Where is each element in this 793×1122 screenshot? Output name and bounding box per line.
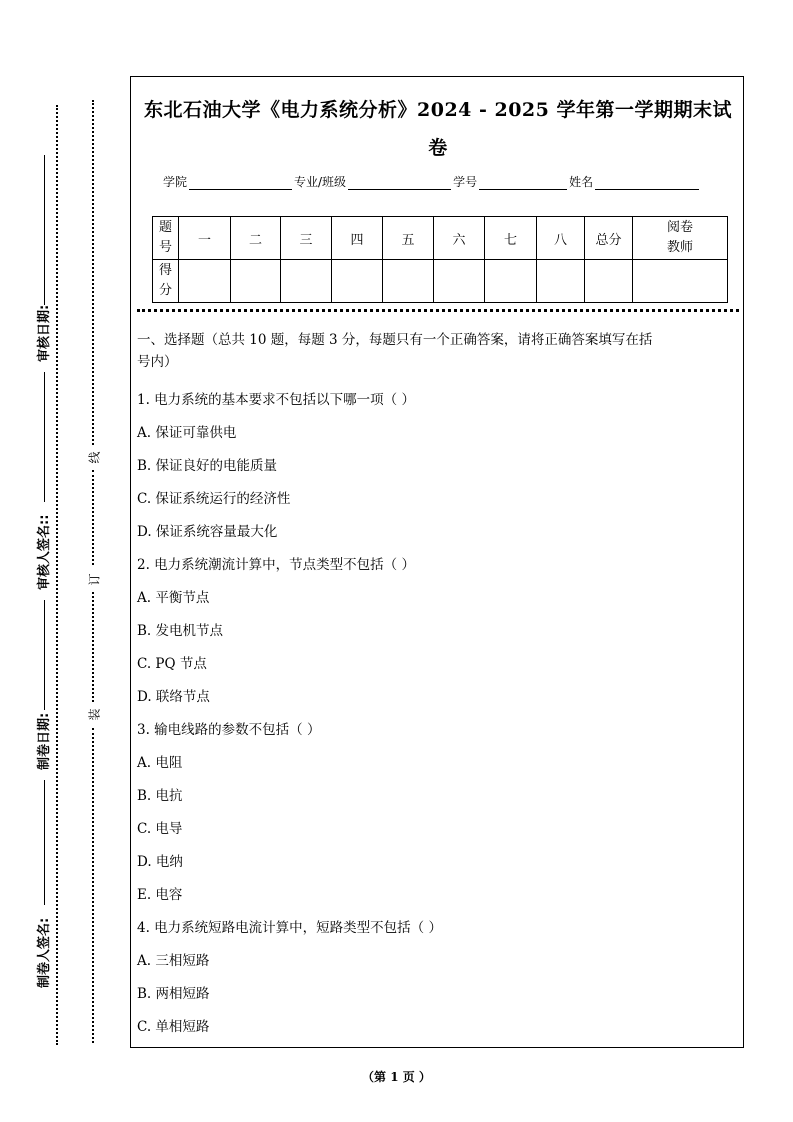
dotted-separator: [137, 309, 739, 312]
binding-dotted-line-inner-4: [92, 728, 94, 1043]
student-id-label: 学号: [453, 175, 478, 189]
option[interactable]: C. 保证系统运行的经济性: [137, 491, 291, 507]
score-cell-4[interactable]: [332, 260, 383, 303]
col-total: 总分: [585, 217, 633, 260]
bind-char-zhuang: 装: [87, 708, 102, 721]
question-stem: 4. 电力系统短路电流计算中，短路类型不包括（ ）: [137, 920, 442, 936]
reviewer-line1: 阅卷: [666, 220, 693, 235]
score-cell-1[interactable]: [179, 260, 231, 303]
option[interactable]: B. 两相短路: [137, 986, 210, 1002]
reviewer-sign-label: 审核人签名::: [37, 514, 52, 590]
score-cell-7[interactable]: [485, 260, 537, 303]
col-1: 一: [179, 217, 231, 260]
binding-dotted-line-outer: [56, 105, 58, 1045]
col-7: 七: [485, 217, 537, 260]
reviewer-line2: 教师: [666, 240, 693, 255]
option[interactable]: D. 联络节点: [137, 689, 210, 705]
maker-sign-label: 制卷人签名:: [37, 917, 52, 988]
col-5: 五: [383, 217, 434, 260]
section1-heading-line1: 一、选择题（总共 10 题，每题 3 分，每题只有一个正确答案，请将正确答案填写在括: [137, 332, 653, 348]
option[interactable]: A. 三相短路: [137, 953, 210, 969]
col-reviewer: [633, 217, 728, 260]
head-char: 题: [158, 220, 172, 235]
score-cell-reviewer[interactable]: [633, 260, 728, 303]
major-class-field[interactable]: [348, 177, 451, 190]
question-stem: 3. 输电线路的参数不包括（ ）: [137, 722, 321, 738]
col-4: 四: [332, 217, 383, 260]
name-field[interactable]: [595, 177, 699, 190]
score-cell-2[interactable]: [231, 260, 281, 303]
exam-title-line1: 东北石油大学《电力系统分析》2024 - 2025 学年第一学期期末试: [144, 99, 732, 121]
option[interactable]: A. 保证可靠供电: [137, 425, 237, 441]
option[interactable]: E. 电容: [137, 887, 183, 903]
binding-dotted-line-inner-3: [92, 592, 94, 702]
option[interactable]: D. 电纳: [137, 854, 183, 870]
score-cell-total[interactable]: [585, 260, 633, 303]
section1-heading-line2: 号内）: [137, 354, 178, 370]
option[interactable]: A. 平衡节点: [137, 590, 210, 606]
score-table-score-row: [153, 260, 728, 303]
reviewer-date-label: 审核日期:: [37, 304, 52, 362]
option[interactable]: B. 电抗: [137, 788, 183, 804]
score-cell-8[interactable]: [537, 260, 585, 303]
reviewer-date-line: [44, 155, 45, 305]
college-label: 学院: [163, 175, 188, 189]
option[interactable]: A. 电阻: [137, 755, 183, 771]
score-cell-5[interactable]: [383, 260, 434, 303]
bind-char-ding: 订: [87, 573, 102, 586]
page-number: （第 1 页 ）: [362, 1070, 431, 1084]
option[interactable]: C. PQ 节点: [137, 656, 207, 672]
question-stem: 2. 电力系统潮流计算中，节点类型不包括（ ）: [137, 557, 415, 573]
score-cell-3[interactable]: [281, 260, 332, 303]
head-char: 得: [158, 263, 172, 278]
maker-date-label: 制卷日期:: [37, 712, 52, 770]
reviewer-sign-line: [44, 372, 45, 502]
head-char: 号: [158, 240, 172, 255]
student-id-field[interactable]: [479, 177, 567, 190]
question-number-head: [153, 217, 179, 260]
exam-title-line2: 卷: [428, 137, 448, 159]
score-cell-6[interactable]: [434, 260, 485, 303]
option[interactable]: C. 单相短路: [137, 1019, 210, 1035]
option[interactable]: B. 发电机节点: [137, 623, 224, 639]
exam-body: [137, 329, 737, 1044]
exam-frame: [130, 76, 744, 1048]
question-stem: 1. 电力系统的基本要求不包括以下哪一项（ ）: [137, 392, 415, 408]
score-table-header-row: [153, 217, 728, 260]
student-info-row: [163, 173, 701, 190]
col-3: 三: [281, 217, 332, 260]
name-label: 姓名: [569, 175, 594, 189]
option[interactable]: B. 保证良好的电能质量: [137, 458, 278, 474]
col-6: 六: [434, 217, 485, 260]
score-head: [153, 260, 179, 303]
option[interactable]: C. 电导: [137, 821, 183, 837]
head-char: 分: [158, 283, 172, 298]
score-table: [152, 216, 728, 303]
college-field[interactable]: [189, 177, 292, 190]
binding-dotted-line-inner-2: [92, 470, 94, 565]
exam-title: [131, 91, 745, 167]
col-8: 八: [537, 217, 585, 260]
maker-date-line: [44, 600, 45, 710]
section1-heading: [137, 329, 737, 373]
maker-sign-line: [44, 780, 45, 905]
bind-char-xian: 线: [87, 451, 102, 464]
option[interactable]: D. 保证系统容量最大化: [137, 524, 278, 540]
binding-dotted-line-inner-1: [92, 100, 94, 445]
major-class-label: 专业/班级: [294, 175, 347, 189]
col-2: 二: [231, 217, 281, 260]
